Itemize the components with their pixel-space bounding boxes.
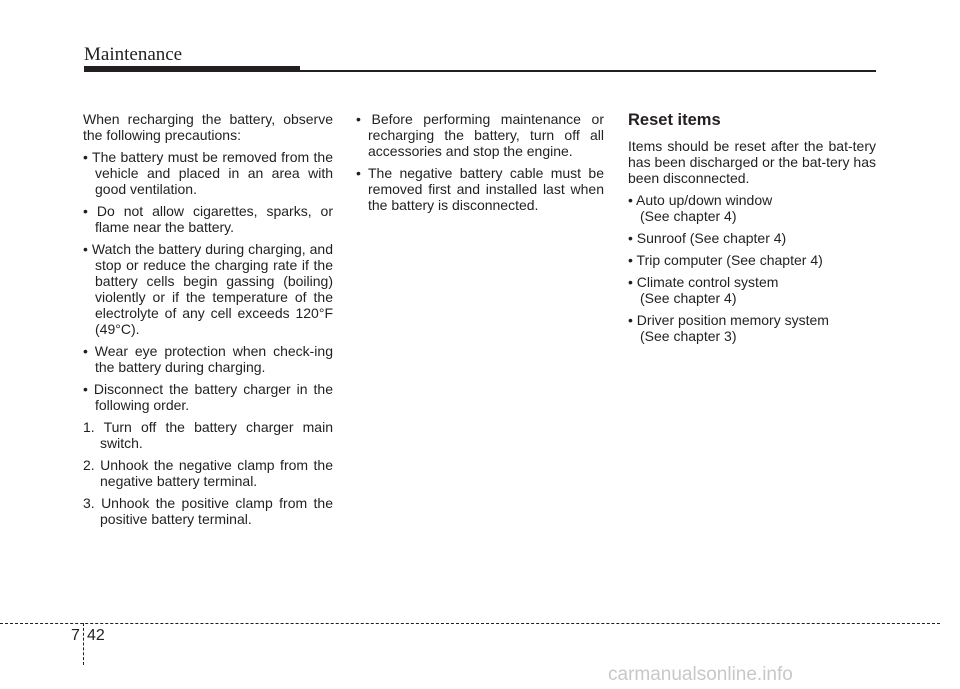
list-item: • Trip computer (See chapter 4) [628, 252, 823, 268]
reset-intro-paragraph: Items should be reset after the bat-tery has been discharged or the bat-tery has been disconnected. [628, 138, 876, 186]
header-rule-thin [300, 70, 876, 72]
numbered-step: 2. Unhook the negative clamp from the negative battery terminal. [83, 457, 333, 489]
list-item: • Disconnect the battery charger in the following order. [83, 381, 333, 413]
numbered-step: 1. Turn off the battery charger main switch. [83, 419, 333, 451]
list-item: • Wear eye protection when check-ing the battery during charging. [83, 343, 333, 375]
list-item: • Driver position memory system (See chapter 3) [628, 312, 829, 344]
footer-rule [0, 623, 940, 624]
section-heading: Reset items [628, 111, 721, 129]
list-item: • Before performing maintenance or recharging the battery, turn off all accessories and stop the engine. [356, 111, 604, 159]
page-number: 42 [87, 627, 105, 644]
watermark[interactable]: carmanualsonline.info [608, 664, 793, 685]
footer-divider [83, 623, 84, 665]
column-right [628, 111, 876, 350]
list-item: • The negative battery cable must be removed first and installed last when the battery is disconnected. [356, 165, 604, 213]
list-item: • Do not allow cigarettes, sparks, or flame near the battery. [83, 203, 334, 235]
list-item: • Climate control system (See chapter 4) [628, 274, 779, 306]
chapter-number: 7 [71, 627, 80, 644]
running-header: Maintenance [84, 44, 183, 65]
list-item: • Sunroof (See chapter 4) [628, 230, 787, 246]
list-item: • Auto up/down window (See chapter 4) [628, 192, 773, 224]
intro-paragraph: When recharging the battery, observe the following precautions: [83, 111, 333, 143]
header-rule-thick [84, 66, 300, 72]
column-left [83, 111, 333, 533]
column-middle [356, 111, 604, 219]
list-item: • Watch the battery during charging, and stop or reduce the charging rate if the battery cells begin gassing (boiling) violently or if the temperature of the electrolyte of any cell exceeds 120°F (49°C). [83, 241, 333, 337]
list-item: • The battery must be removed from the vehicle and placed in an area with good ventilation. [83, 149, 333, 197]
numbered-step: 3. Unhook the positive clamp from the positive battery terminal. [83, 495, 333, 527]
